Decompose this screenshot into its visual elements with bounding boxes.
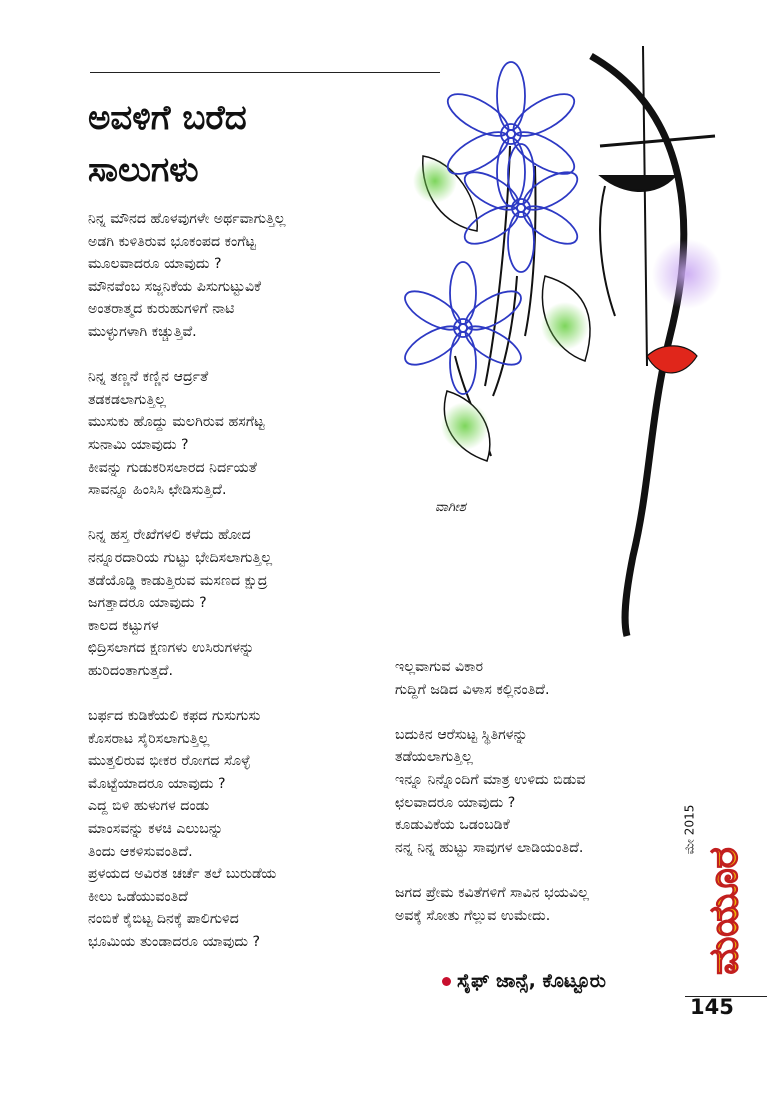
poem-line: ಮುಳ್ಳುಗಳಾಗಿ ಕಚ್ಚುತ್ತಿವೆ. [88, 323, 197, 340]
poem-line: ಇಲ್ಲವಾಗುವ ವಿಕಾರ [395, 659, 484, 675]
title-line-1: ಅವಳಿಗೆ ಬರೆದ [88, 98, 247, 138]
poem-line: ಮುತ್ತಲಿರುವ ಭೀಕರ ರೋಗದ ಸೊಳ್ಳೆ [88, 753, 251, 770]
poem-line: ಭೂಮಿಯ ತುಂಡಾದರೂ ಯಾವುದು ? [88, 934, 261, 950]
lips [647, 346, 697, 373]
face [591, 46, 715, 636]
poem-line: ಎದ್ದ ಬಿಳಿ ಹುಳುಗಳ ದಂಡು [88, 798, 210, 815]
art-signature: ವಾಗೀಶ [435, 500, 466, 515]
poem-right-column [395, 656, 695, 950]
poem-line: ಕೂಡುವಿಕೆಯ ಒಡಂಬಡಿಕೆ [395, 817, 510, 834]
poem-line: ಅವಕ್ಕೆ ಸೋತು ಗೆಲ್ಲುವ ಉಮೇದು. [395, 907, 551, 924]
poem-line: ಕಾಲದ ಕಟ್ಟುಗಳ [88, 617, 159, 634]
stanza [88, 705, 398, 954]
poem-line: ತಿಂದು ಆಕಳಿಸುವಂತಿದೆ. [88, 843, 193, 860]
author-name: ಸೈಫ್ ಜಾನ್ಸೆ, ಕೊಟ್ಟೂರು [457, 970, 606, 992]
stanza [395, 656, 695, 701]
poem-line: ಅಡಗಿ ಕುಳಿತಿರುವ ಭೂಕಂಪದ ಕಂಗೆಟ್ಟ [88, 233, 256, 250]
poem-line: ಮೂಲವಾದರೂ ಯಾವುದು ? [88, 256, 222, 273]
poem-line: ಛಲವಾದರೂ ಯಾವುದು ? [395, 794, 516, 811]
poem-line: ಬರ್ಫದ ಕುಡಿಕೆಯಲಿ ಕಫದ ಗುಸುಗುಸು [88, 708, 261, 725]
poem-line: ಮೌನವೆಂಬ ಸಜ್ಜನಿಕೆಯ ಪಿಸುಗುಟ್ಟುವಿಕೆ [88, 278, 262, 295]
poem-line: ತಡೆಯೊಡ್ಡಿ ಕಾಡುತ್ತಿರುವ ಮಸಣದ ಕ್ಷುದ್ರ [88, 572, 268, 589]
poem-line: ಮುಸುಕು ಹೊದ್ದು ಮಲಗಿರುವ ಹಸಗೆಟ್ಟ [88, 414, 265, 431]
stanza [88, 366, 398, 502]
flower-face-illustration [395, 36, 767, 646]
poem-line: ನಂಬಿಕೆ ಕೈಬಿಟ್ಟ ದಿನಕ್ಕೆ ಪಾಲಿಗುಳಿದ [88, 911, 239, 928]
poem-line: ಇನ್ನೂ ನಿನ್ನೊಂದಿಗೆ ಮಾತ್ರ ಉಳಿದು ಬಿಡುವ [395, 771, 586, 788]
bullet-icon [442, 977, 451, 986]
poem-line: ನನ್ನೂರದಾರಿಯ ಗುಟ್ಟು ಭೇದಿಸಲಾಗುತ್ತಿಲ್ಲ [88, 549, 273, 566]
poem-line: ಕೀವನ್ನು ಗುಡುಕರಿಸಲಾರದ ನಿರ್ದಯತೆ [88, 459, 257, 476]
poem-line: ಮೊಟ್ಟೆಯಾದರೂ ಯಾವುದು ? [88, 775, 226, 792]
poem-line: ಪ್ರಳಯದ ಅವಿರತ ಚರ್ಚೆ ತಲೆ ಬುರುಡೆಯ [88, 866, 277, 883]
poem-line: ಮಾಂಸವನ್ನು ಕಳಚಿ ಎಲುಬನ್ನು [88, 821, 224, 838]
title-rule [90, 72, 440, 73]
poem-line: ಬದುಕಿನ ಆರೆಸುಟ್ಟ ಸ್ಥಿತಿಗಳನ್ನು [395, 726, 528, 743]
poem-left-column [88, 208, 398, 976]
poem-line: ಜಗತ್ತಾದರೂ ಯಾವುದು ? [88, 595, 207, 612]
stanza [88, 208, 398, 344]
stanza [395, 724, 695, 860]
issue-date: ಮೇ 2015 [682, 804, 697, 855]
poem-line: ಸಾವನ್ನೂ ಹಿಂಸಿಸಿ ಛೇಡಿಸುತ್ತಿದೆ. [88, 482, 227, 499]
poem-line: ಹುರಿದಂತಾಗುತ್ತದೆ. [88, 662, 173, 679]
stanza [395, 882, 695, 927]
poem-line: ಕೊಸರಾಟ ಸೈರಿಸಲಾಗುತ್ತಿಲ್ಲ [88, 730, 210, 747]
poem-line: ಗುದ್ದಿಗೆ ಜಡಿದ ವಿಳಾಸ ಕಲ್ಲಿನಂತಿದೆ. [395, 681, 550, 698]
poem-line: ಜಗದ ಪ್ರೇಮ ಕವಿತೆಗಳಿಗೆ ಸಾವಿನ ಭಯವಿಲ್ಲ [395, 884, 590, 901]
page-number: 145 [690, 995, 734, 1019]
poem-title [88, 92, 388, 196]
poem-line: ನನ್ನ ನಿನ್ನ ಹುಟ್ಟು ಸಾವುಗಳ ಲಾಡಿಯಂತಿದೆ. [395, 839, 584, 856]
poem-line: ಸುನಾಮಿ ಯಾವುದು ? [88, 436, 189, 453]
poem-line: ತಡೆಯಲಾಗುತ್ತಿಲ್ಲ [395, 749, 473, 766]
poem-line: ತಡಕಡಲಾಗುತ್ತಿಲ್ಲ [88, 391, 166, 408]
poem-line: ನಿನ್ನ ತಣ್ಣನೆ ಕಣ್ಣಿನ ಆರ್ದ್ರತೆ [88, 369, 209, 386]
title-line-2: ಸಾಲುಗಳು [88, 150, 199, 190]
magazine-brand: ಮಯೂರ [700, 847, 747, 975]
poem-line: ನಿನ್ನ ಹಸ್ತ ರೇಖೆಗಳಲಿ ಕಳೆದು ಹೋದ [88, 527, 251, 544]
poem-line: ಅಂತರಾತ್ಮದ ಕುರುಹುಗಳಿಗೆ ನಾಟಿ [88, 301, 235, 318]
poem-line: ಕೀಲು ಒಡೆಯುವಂತಿದೆ [88, 888, 188, 905]
stanza [88, 524, 398, 682]
poem-line: ಛಿದ್ರಿಸಲಾಗದ ಕ್ಷಣಗಳು ಉಸಿರುಗಳನ್ನು [88, 640, 255, 657]
author-credit [442, 970, 606, 992]
poem-line: ನಿನ್ನ ಮೌನದ ಹೊಳವುಗಳೇ ಅರ್ಥವಾಗುತ್ತಿಲ್ಲ [88, 211, 286, 227]
